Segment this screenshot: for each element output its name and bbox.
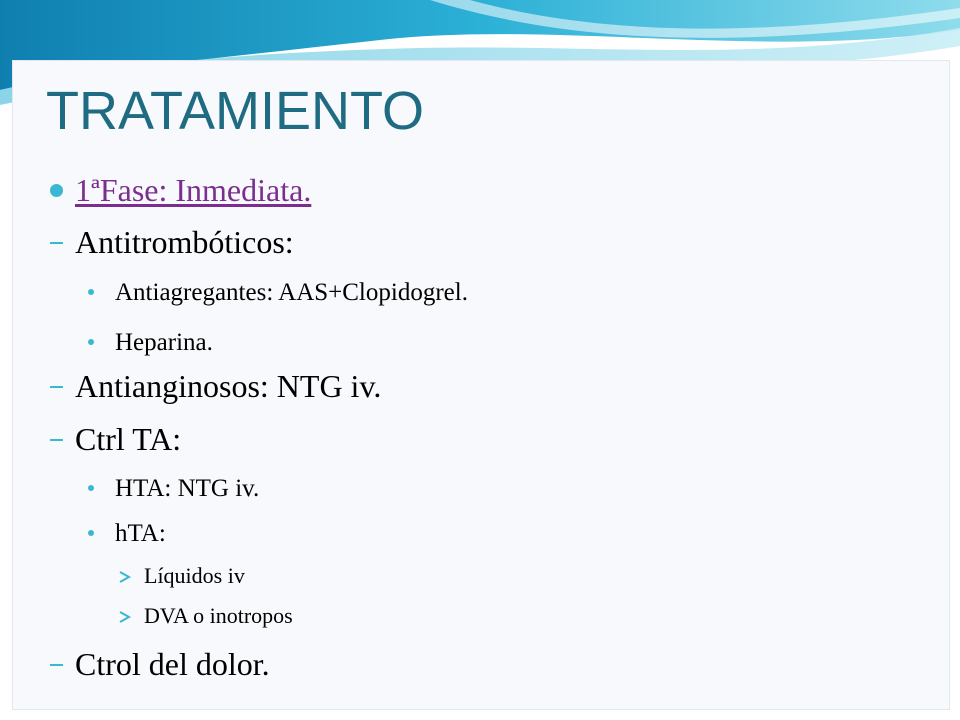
list-item: Antianginosos: NTG iv. — [75, 368, 382, 404]
dash-icon — [50, 439, 63, 441]
small-bullet-icon — [88, 289, 94, 295]
dash-icon — [50, 242, 63, 244]
list-item: Antitrombóticos: — [75, 224, 294, 260]
list-item: Ctrol del dolor. — [75, 646, 270, 682]
arrow-bullet-icon — [118, 610, 132, 624]
list-item: Heparina. — [115, 329, 213, 356]
list-item: HTA: NTG iv. — [115, 475, 260, 502]
dash-icon — [50, 386, 63, 388]
small-bullet-icon — [88, 339, 94, 345]
phase-link[interactable]: 1ªFase: Inmediata. — [75, 172, 312, 208]
small-bullet-icon — [88, 530, 94, 536]
bullet-dot-icon — [50, 184, 63, 197]
dash-icon — [50, 664, 63, 666]
small-bullet-icon — [88, 485, 94, 491]
slide-title: TRATAMIENTO — [46, 81, 424, 141]
arrow-bullet-icon — [118, 570, 132, 584]
list-item: Líquidos iv — [144, 563, 245, 588]
list-item: DVA o inotropos — [144, 603, 293, 628]
list-item: Antiagregantes: AAS+Clopidogrel. — [115, 279, 468, 306]
list-item: Ctrl TA: — [75, 421, 182, 457]
list-item: hTA: — [115, 520, 166, 547]
